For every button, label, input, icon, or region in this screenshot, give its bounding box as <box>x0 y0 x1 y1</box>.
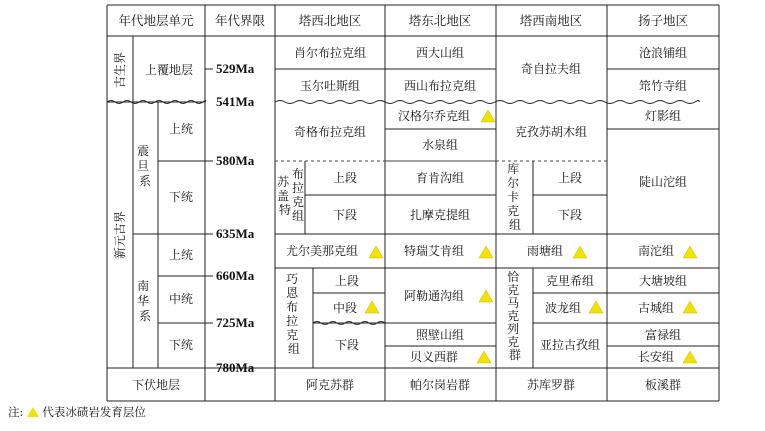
sw-kuerka-ch1: 库 <box>507 162 520 176</box>
system-nanhua-ch2: 华 <box>137 294 150 308</box>
nw-qiaoen-fm <box>286 272 302 356</box>
header-unit: 年代地层单元 <box>118 13 194 28</box>
ne-shuiquan: 水泉组 <box>421 138 459 152</box>
glacial-marker-icon <box>683 351 697 363</box>
ne-paergang: 帕尔岗岩群 <box>409 378 471 392</box>
nw-xiaoerbulake: 肖尔布拉克组 <box>293 46 367 60</box>
sw-qiakemakelie-group <box>507 269 523 362</box>
nw-qiaoen-ch3: 布 <box>286 300 299 314</box>
column-tx-ne <box>398 45 495 392</box>
glacial-marker-icon <box>589 301 603 313</box>
sw-kuerka-lower: 下段 <box>557 208 583 222</box>
age-780: 780Ma <box>216 360 255 375</box>
nw-sugaite-fm-stack <box>292 166 304 223</box>
age-boundaries <box>205 61 255 375</box>
system-nanhua <box>137 278 153 323</box>
nw-sugaite-lower: 下段 <box>332 208 358 222</box>
yz-qiongzhusi: 筇竹寺组 <box>638 79 688 93</box>
nw-sugaite-fm-ch1: 布 <box>291 167 305 181</box>
yz-datangpo: 大塘坡组 <box>638 274 688 288</box>
nw-qiaoen-lower: 下段 <box>334 338 360 352</box>
nw-akesu: 阿克苏群 <box>305 378 355 392</box>
sw-kuerka-ch5: 组 <box>508 218 522 232</box>
legend-note <box>8 404 146 420</box>
nw-qiaoen-ch6: 组 <box>287 342 301 356</box>
sw-kuerka-ch2: 尔 <box>507 176 520 190</box>
nw-yuertusi: 玉尔吐斯组 <box>299 79 361 93</box>
era-neoproterozoic: 新元古界 <box>113 210 127 260</box>
nw-youermeinake: 尤尔美那克组 <box>285 244 359 258</box>
age-660: 660Ma <box>216 268 255 283</box>
nw-sugaite-fm-ch4: 组 <box>291 209 305 223</box>
nw-sugaite-ch2: 盖 <box>277 189 290 203</box>
age-580: 580Ma <box>216 153 255 168</box>
nw-qiaoen-ch2: 恩 <box>286 286 299 300</box>
sw-kuerka-upper: 上段 <box>557 171 583 185</box>
ne-yukengou: 育肯沟组 <box>415 171 465 185</box>
ne-zhamokeiti: 扎摩克提组 <box>409 208 471 222</box>
series-overlying: 上覆地层 <box>144 63 194 77</box>
sw-kezisuhumu: 克孜苏胡木组 <box>514 125 588 139</box>
series-nanhua-middle: 中统 <box>168 292 194 306</box>
system-nanhua-ch1: 南 <box>137 279 150 293</box>
nw-sugaite-fm-ch2: 拉 <box>291 181 305 195</box>
yz-banxi: 板溪群 <box>644 378 682 392</box>
nw-sugaite-fm-ch3: 克 <box>291 195 305 209</box>
yz-dengying: 灯影组 <box>644 109 682 123</box>
ne-beiyixi: 贝义西群 <box>409 350 459 364</box>
sw-qiak-ch6: 克 <box>507 335 520 349</box>
yz-changan: 长安组 <box>637 350 675 364</box>
table-header <box>118 13 688 28</box>
sw-yutang: 雨塘组 <box>526 244 564 258</box>
note-text: 代表冰碛岩发育层位 <box>42 405 146 419</box>
nw-qiaoen-ch5: 克 <box>286 328 299 342</box>
nw-sugaite-ch1: 苏 <box>277 175 290 189</box>
nw-qiaoen-ch4: 拉 <box>286 314 299 328</box>
ne-xidashan: 西大山组 <box>415 46 465 60</box>
nw-sugaite-group <box>277 175 293 217</box>
system-nanhua-ch3: 系 <box>138 309 152 323</box>
series-sinian-upper: 上统 <box>168 122 194 136</box>
glacial-marker-icon <box>365 301 379 313</box>
table-grid <box>107 5 719 401</box>
glacial-marker-icon <box>683 246 697 258</box>
ne-zhaobishan: 照壁山组 <box>415 328 465 342</box>
series-underlying: 下伏地层 <box>131 378 181 392</box>
sw-kelixi: 克里希组 <box>545 274 595 288</box>
header-tx-nw: 塔西北地区 <box>298 13 362 28</box>
ne-teruiaiken: 特瑞艾肯组 <box>403 244 465 258</box>
yz-nantuo: 南沱组 <box>637 244 675 258</box>
sw-qiak-ch3: 马 <box>507 296 520 310</box>
series-nanhua-lower: 下统 <box>168 338 194 352</box>
nw-qiaoen-upper: 上段 <box>334 274 360 288</box>
glacial-marker-icon <box>369 246 383 258</box>
column-yz <box>638 45 697 392</box>
header-age: 年代界限 <box>214 13 266 28</box>
sw-kuerka-fm <box>507 161 523 232</box>
header-tx-ne: 塔东北地区 <box>408 13 472 28</box>
glacial-marker-icon <box>683 301 697 313</box>
sw-qizilafu: 奇自拉夫组 <box>520 62 582 76</box>
sw-qiak-ch4: 克 <box>507 309 520 323</box>
system-sinian-ch3: 系 <box>138 174 152 188</box>
age-635: 635Ma <box>216 226 255 241</box>
header-yz: 扬子地区 <box>637 13 689 28</box>
nw-qiaoen-ch1: 巧 <box>286 272 299 286</box>
header-tx-sw: 塔西南地区 <box>519 13 583 28</box>
glacial-marker-icon <box>573 246 587 258</box>
yz-canglangpu: 沧浪铺组 <box>638 46 688 60</box>
sw-bolong: 波龙组 <box>544 301 582 315</box>
note-prefix: 注: <box>8 405 24 419</box>
ne-hangeerqiao: 汉格尔乔克组 <box>397 109 471 123</box>
sw-yalegu: 亚拉古孜组 <box>539 338 601 352</box>
sw-sukuluo: 苏库罗群 <box>526 378 576 392</box>
nw-qiaoen-middle: 中段 <box>332 301 358 315</box>
age-541: 541Ma <box>216 94 255 109</box>
age-725: 725Ma <box>216 315 255 330</box>
nw-qigebulake: 奇格布拉克组 <box>293 125 367 139</box>
sw-qiak-ch7: 群 <box>508 348 522 362</box>
system-sinian-ch1: 震 <box>137 144 150 158</box>
era-paleozoic: 古生界 <box>113 51 127 89</box>
glacial-marker-icon <box>27 407 39 417</box>
yz-fulu: 富禄组 <box>644 328 682 342</box>
glacial-marker-icon <box>477 351 491 363</box>
series-nanhua-upper: 上统 <box>168 248 194 262</box>
sw-qiak-ch1: 恰 <box>507 270 520 284</box>
sw-kuerka-ch4: 克 <box>507 204 520 218</box>
age-529: 529Ma <box>216 61 255 76</box>
glacial-marker-icon <box>481 110 495 122</box>
column-tx-sw <box>507 61 603 392</box>
glacial-marker-icon <box>479 290 493 302</box>
ne-aletonggou: 阿勒通沟组 <box>403 289 465 303</box>
sw-kuerka-ch3: 卡 <box>507 190 520 204</box>
system-sinian-ch2: 旦 <box>137 159 150 173</box>
glacial-marker-icon <box>479 246 493 258</box>
nw-sugaite-ch3: 特 <box>278 203 292 217</box>
sw-qiak-ch5: 列 <box>507 322 520 336</box>
nw-sugaite-upper: 上段 <box>332 171 358 185</box>
yz-doushantuo: 陡山沱组 <box>638 175 688 189</box>
sw-qiak-ch2: 克 <box>507 283 520 297</box>
system-sinian <box>137 144 153 188</box>
ne-xishanbulake: 西山布拉克组 <box>403 79 477 93</box>
yz-gucheng: 古城组 <box>637 301 675 315</box>
series-sinian-lower: 下统 <box>168 190 194 204</box>
